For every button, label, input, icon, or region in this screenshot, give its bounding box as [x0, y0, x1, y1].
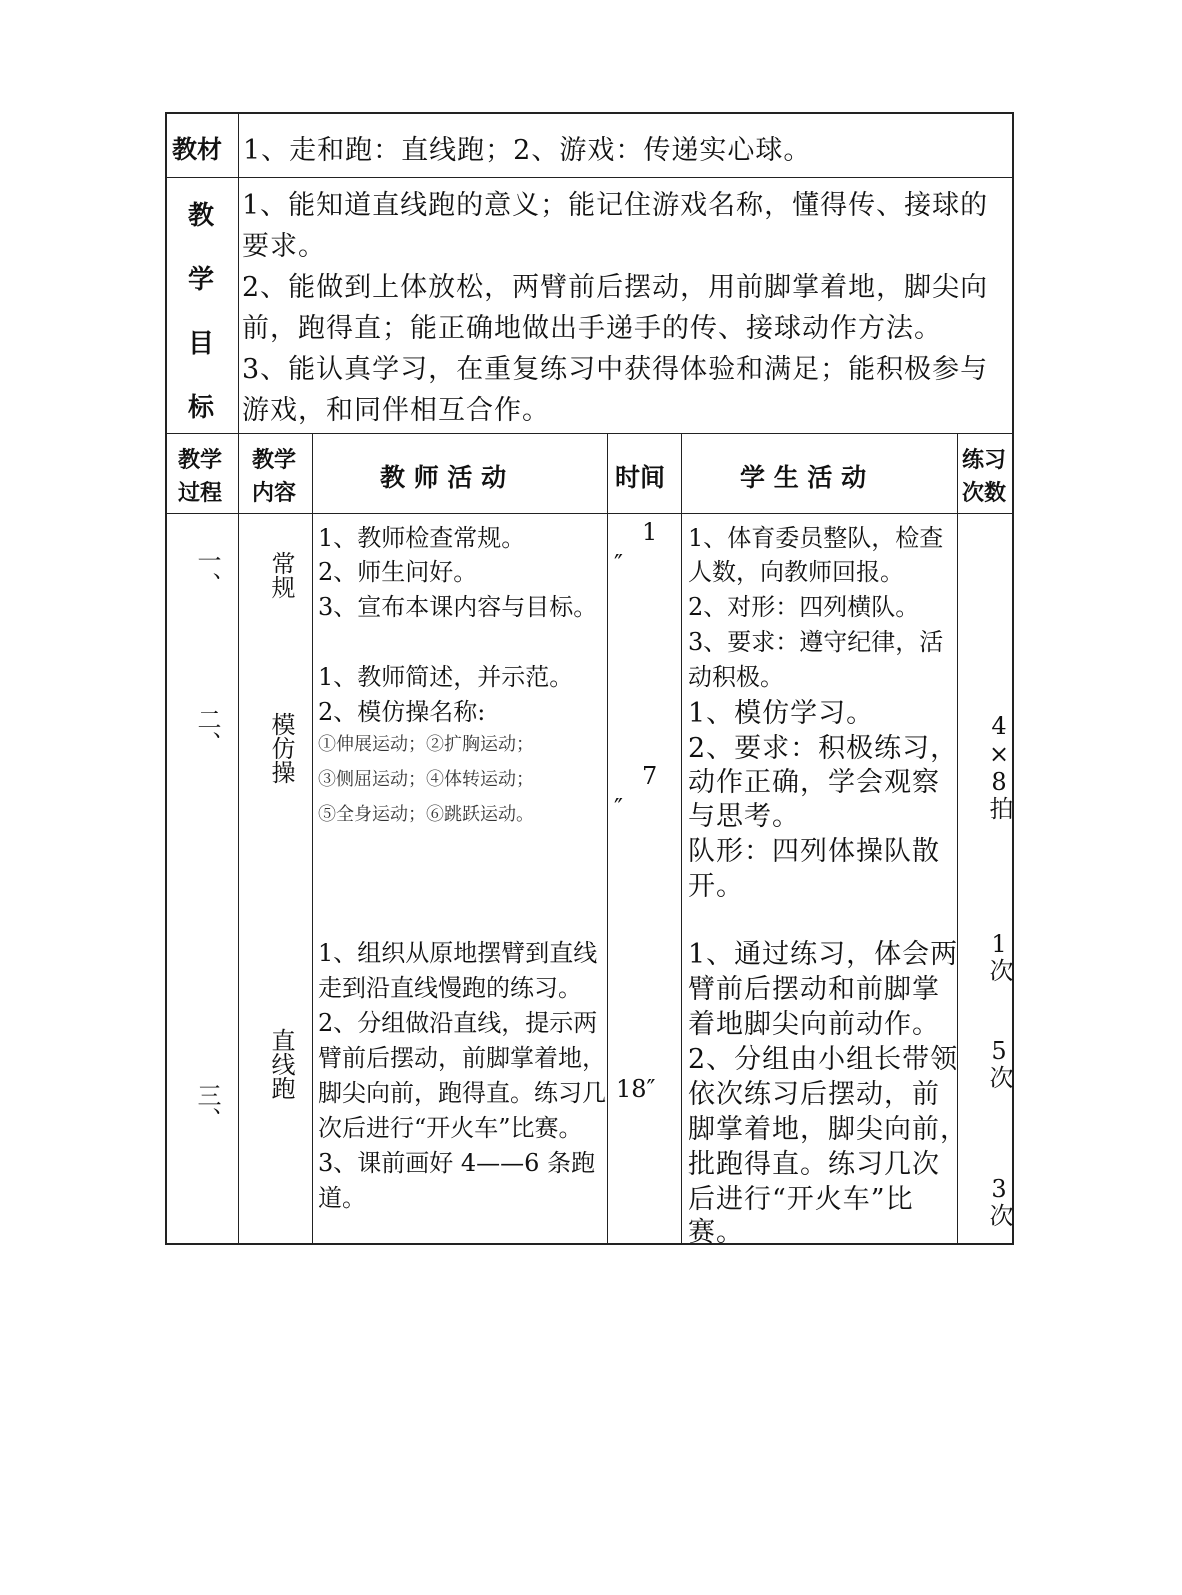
goals-label-3: 目 [188, 329, 215, 359]
col-header-teacher: 教 师 活 动 [380, 463, 507, 492]
table-border-bottom [165, 1243, 1014, 1245]
section-3-process: 三、 [193, 1083, 221, 1131]
material-label: 教材 [172, 135, 223, 164]
col-header-process-2: 过程 [178, 481, 223, 506]
section-3-teacher-line: 脚尖向前，跑得直。练习几 [318, 1079, 606, 1107]
section-1-teacher-line: 1、教师检查常规。 [318, 524, 526, 552]
row-divider-1 [165, 177, 1014, 178]
goals-label-2: 学 [188, 265, 215, 295]
section-3-teacher-line: 2、分组做沿直线，提示两 [318, 1009, 598, 1037]
col-header-student: 学 生 活 动 [740, 463, 867, 492]
section-3-student-line: 依次练习后摆动，前 [688, 1079, 940, 1110]
section-2-teacher-small: ⑤全身运动；⑥跳跃运动。 [318, 804, 534, 825]
goals-line: 游戏，和同伴相互合作。 [242, 395, 550, 426]
section-2-teacher-line: 1、教师简述，并示范。 [318, 663, 574, 691]
section-3-teacher-line: 道。 [318, 1184, 366, 1212]
section-3-content: 直线跑 [267, 1028, 295, 1100]
section-2-student-line: 与思考。 [688, 801, 800, 832]
section-2-student-line: 1、模仿学习。 [688, 698, 875, 729]
col-divider-4 [681, 433, 682, 1245]
goals-line: 前，跑得直；能正确地做出手递手的传、接球动作方法。 [242, 313, 942, 344]
col-divider-1 [238, 112, 239, 1245]
goals-label-4: 标 [188, 393, 215, 423]
col-divider-2 [312, 433, 313, 1245]
section-1-content: 常规 [267, 551, 295, 599]
section-2-student-line: 动作正确，学会观察 [688, 767, 940, 798]
table-border-left [165, 112, 167, 1245]
section-3-student-line: 1、通过练习，体会两 [688, 939, 959, 970]
goals-line: 1、能知道直线跑的意义；能记住游戏名称，懂得传、接球的 [242, 190, 989, 221]
section-3-student-line: 赛。 [688, 1217, 744, 1248]
section-1-teacher-line: 2、师生问好。 [318, 558, 478, 586]
section-2-teacher-small: ①伸展运动；②扩胸运动； [318, 734, 534, 755]
section-3-reps-3: 3次 [985, 1175, 1013, 1227]
section-2-teacher-line: 2、模仿操名称: [318, 698, 486, 726]
section-3-teacher-line: 走到沿直线慢跑的练习。 [318, 974, 582, 1002]
section-3-reps-1: 1次 [985, 930, 1013, 982]
section-3-time: 18″ [616, 1075, 656, 1103]
section-3-teacher-line: 次后进行“开火车”比赛。 [318, 1114, 583, 1142]
section-1-process: 一、 [193, 548, 221, 596]
section-1-teacher-line: 3、宣布本课内容与目标。 [318, 593, 598, 621]
section-1-student-line: 3、要求：遵守纪律，活 [688, 628, 944, 656]
section-2-time-unit: ″ [614, 794, 623, 822]
col-header-content-2: 内容 [252, 481, 297, 506]
section-2-student-line: 队形：四列体操队散 [688, 836, 940, 867]
section-1-student-line: 1、体育委员整队，检查 [688, 524, 944, 552]
col-header-reps-1: 练习 [962, 448, 1007, 473]
goals-line: 要求。 [242, 231, 326, 262]
col-header-content-1: 教学 [252, 448, 297, 473]
row-divider-2 [165, 433, 1014, 434]
section-1-time-unit: ″ [614, 550, 623, 578]
section-2-content: 模仿操 [267, 712, 295, 784]
section-1-student-line: 2、对形：四列横队。 [688, 593, 920, 621]
section-3-teacher-line: 3、课前画好 4——6 条跑 [318, 1149, 596, 1177]
section-1-time-num: 1 [642, 518, 658, 546]
material-text: 1、走和跑：直线跑；2、游戏：传递实心球。 [243, 135, 812, 166]
section-3-student-line: 臂前后摆动和前脚掌 [688, 974, 940, 1005]
section-3-teacher-line: 臂前后摆动，前脚掌着地， [318, 1044, 606, 1072]
section-2-process: 二、 [193, 707, 221, 755]
col-header-process-1: 教学 [178, 448, 223, 473]
section-3-student-line: 2、分组由小组长带领 [688, 1044, 959, 1075]
section-3-student-line: 批跑得直。练习几次 [688, 1149, 940, 1180]
table-border-top [165, 112, 1014, 114]
col-divider-3 [607, 433, 608, 1245]
section-3-student-line: 后进行“开火车”比 [688, 1184, 914, 1215]
section-3-teacher-line: 1、组织从原地摆臂到直线 [318, 939, 598, 967]
section-2-teacher-small: ③侧屈运动；④体转运动； [318, 769, 534, 790]
section-3-student-line: 脚掌着地，脚尖向前， [688, 1114, 968, 1145]
row-divider-3 [165, 513, 1014, 514]
section-1-student-line: 人数，向教师回报。 [688, 558, 904, 586]
section-2-student-line: 2、要求：积极练习， [688, 733, 959, 764]
goals-line: 2、能做到上体放松，两臂前后摆动，用前脚掌着地，脚尖向 [242, 272, 989, 303]
goals-label-1: 教 [188, 201, 215, 231]
col-header-reps-2: 次数 [962, 481, 1007, 506]
section-2-student-line: 开。 [688, 871, 744, 902]
section-1-student-line: 动积极。 [688, 663, 784, 691]
section-2-reps: 4×8拍 [985, 712, 1013, 820]
section-2-time-num: 7 [642, 762, 658, 790]
goals-line: 3、能认真学习，在重复练习中获得体验和满足；能积极参与 [242, 354, 989, 385]
section-3-student-line: 着地脚尖向前动作。 [688, 1009, 940, 1040]
section-3-reps-2: 5次 [985, 1037, 1013, 1089]
col-header-time: 时间 [615, 463, 666, 492]
